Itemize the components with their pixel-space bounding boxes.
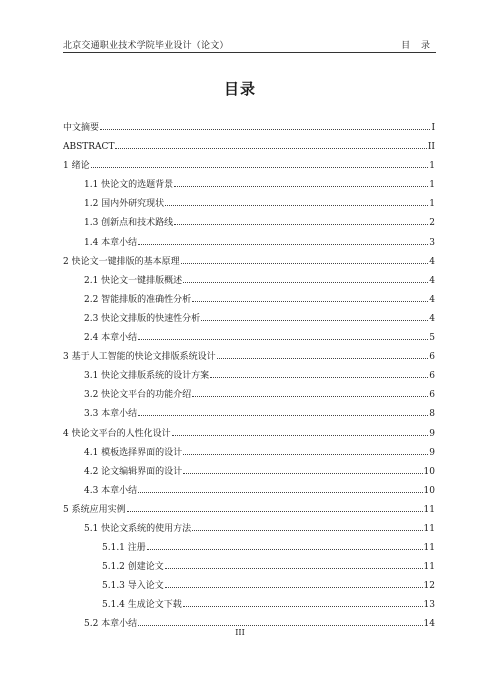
toc-entry[interactable] [63, 252, 435, 271]
toc-entry-page: 12 [423, 581, 435, 592]
toc-entry-page: I [431, 123, 435, 133]
toc-entry-page: 11 [423, 523, 435, 534]
header-institution: 北京交通职业技术学院毕业设计（论文） [63, 41, 229, 51]
toc-entry[interactable] [63, 385, 435, 404]
toc-entry-page: 11 [423, 562, 435, 573]
toc-entry-page: 8 [429, 409, 435, 420]
toc-leader-dots [138, 233, 428, 245]
table-of-contents [63, 118, 435, 634]
toc-entry[interactable] [63, 137, 435, 156]
toc-entry-page: 11 [423, 543, 435, 554]
toc-leader-dots [172, 424, 429, 436]
toc-entry-label: 4.1 模板选择界面的设计 [84, 447, 183, 458]
toc-leader-dots [138, 404, 428, 416]
toc-entry[interactable] [63, 233, 435, 252]
page-number: III [235, 628, 245, 637]
toc-entry[interactable] [63, 424, 435, 443]
toc-entry-page: 6 [429, 390, 435, 401]
toc-entry-page: 3 [429, 237, 435, 248]
toc-entry[interactable] [63, 538, 435, 557]
toc-entry-page: 10 [423, 466, 435, 477]
toc-leader-dots [174, 213, 428, 225]
toc-entry[interactable] [63, 462, 435, 481]
toc-leader-dots [201, 309, 428, 321]
toc-entry[interactable] [63, 500, 435, 519]
toc-leader-dots [183, 462, 422, 474]
toc-entry-label: 2.3 快论文排版的快速性分析 [84, 313, 201, 324]
toc-entry-label: 2.4 本章小结 [84, 333, 138, 344]
toc-entry-label: 5.2 本章小结 [84, 619, 138, 630]
toc-leader-dots [100, 118, 430, 130]
toc-leader-dots [181, 252, 429, 264]
toc-leader-dots [192, 519, 422, 531]
toc-entry-label: 中文摘要 [63, 123, 100, 133]
toc-entry[interactable] [63, 194, 435, 213]
toc-leader-dots [165, 194, 428, 206]
toc-entry[interactable] [63, 404, 435, 423]
toc-leader-dots [91, 156, 429, 168]
page-header [63, 36, 436, 53]
toc-entry-page: 9 [429, 447, 435, 458]
toc-entry[interactable] [63, 557, 435, 576]
toc-entry-label: 5 系统应用实例 [63, 504, 126, 515]
toc-leader-dots [217, 347, 429, 359]
toc-leader-dots [192, 385, 428, 397]
toc-leader-dots [183, 443, 428, 455]
toc-entry[interactable] [63, 519, 435, 538]
toc-entry-page: 14 [423, 619, 435, 630]
toc-entry[interactable] [63, 309, 435, 328]
toc-entry-label: 1.1 快论文的选题背景 [84, 180, 174, 191]
toc-entry-page: 9 [429, 428, 435, 439]
toc-entry[interactable] [63, 271, 435, 290]
toc-leader-dots [165, 557, 423, 569]
toc-entry-page: 13 [423, 600, 435, 611]
toc-entry[interactable] [63, 290, 435, 309]
toc-entry-label: 5.1.1 注册 [102, 543, 146, 554]
toc-entry[interactable] [63, 366, 435, 385]
toc-entry-page: 4 [429, 256, 435, 267]
toc-entry-page: 1 [429, 161, 435, 172]
toc-entry-page: 6 [429, 352, 435, 363]
toc-entry-page: 11 [423, 504, 435, 515]
toc-entry-label: 2 快论文一键排版的基本原理 [63, 256, 180, 267]
toc-entry-page: 4 [429, 275, 435, 286]
toc-entry-page: 10 [423, 485, 435, 496]
header-section: 目 录 [401, 41, 434, 51]
toc-leader-dots [115, 137, 426, 149]
toc-entry-label: ABSTRACT [63, 142, 115, 153]
toc-entry-label: 4 快论文平台的人性化设计 [63, 428, 171, 439]
toc-entry-label: 2.2 智能排版的准确性分析 [84, 294, 192, 305]
toc-entry-page: II [427, 142, 435, 153]
toc-entry[interactable] [63, 156, 435, 175]
toc-entry[interactable] [63, 213, 435, 232]
toc-entry[interactable] [63, 443, 435, 462]
toc-leader-dots [138, 328, 428, 340]
toc-entry-label: 5.1.4 生成论文下载 [102, 600, 182, 611]
toc-entry-page: 4 [429, 294, 435, 305]
toc-entry-label: 3.1 快论文排版系统的设计方案 [84, 371, 210, 382]
toc-leader-dots [138, 614, 422, 626]
toc-entry-label: 3.3 本章小结 [84, 409, 138, 420]
toc-entry-label: 1 绪论 [63, 161, 90, 172]
toc-entry-label: 3.2 快论文平台的功能介绍 [84, 390, 192, 401]
toc-entry-page: 2 [429, 218, 435, 229]
toc-leader-dots [192, 290, 428, 302]
toc-entry-page: 1 [429, 199, 435, 210]
page-title: 目录 [223, 80, 256, 98]
toc-entry-page: 6 [429, 371, 435, 382]
toc-entry-label: 5.1.3 导入论文 [102, 581, 164, 592]
toc-entry-label: 4.2 论文编辑界面的设计 [84, 466, 183, 477]
toc-leader-dots [165, 576, 423, 588]
toc-leader-dots [183, 271, 428, 283]
toc-entry-page: 5 [429, 333, 435, 344]
toc-entry-label: 1.3 创新点和技术路线 [84, 218, 174, 229]
toc-entry-label: 1.4 本章小结 [84, 237, 138, 248]
toc-entry-label: 3 基于人工智能的快论文排版系统设计 [63, 352, 216, 363]
toc-leader-dots [183, 595, 423, 607]
toc-entry-label: 2.1 快论文一键排版概述 [84, 275, 183, 286]
toc-entry[interactable] [63, 328, 435, 347]
toc-entry-label: 5.1.2 创建论文 [102, 562, 164, 573]
toc-entry-label: 1.2 国内外研究现状 [84, 199, 165, 210]
toc-leader-dots [138, 481, 422, 493]
toc-entry[interactable] [63, 595, 435, 614]
toc-entry[interactable] [63, 481, 435, 500]
toc-entry[interactable] [63, 118, 435, 137]
toc-leader-dots [174, 175, 428, 187]
toc-entry-page: 1 [429, 180, 435, 191]
toc-leader-dots [127, 500, 423, 512]
toc-entry[interactable] [63, 576, 435, 595]
toc-leader-dots [210, 366, 428, 378]
toc-entry-label: 4.3 本章小结 [84, 485, 138, 496]
toc-entry-page: 4 [429, 313, 435, 324]
toc-leader-dots [147, 538, 423, 550]
toc-entry[interactable] [63, 175, 435, 194]
toc-entry[interactable] [63, 347, 435, 366]
toc-entry-label: 5.1 快论文系统的使用方法 [84, 523, 192, 534]
